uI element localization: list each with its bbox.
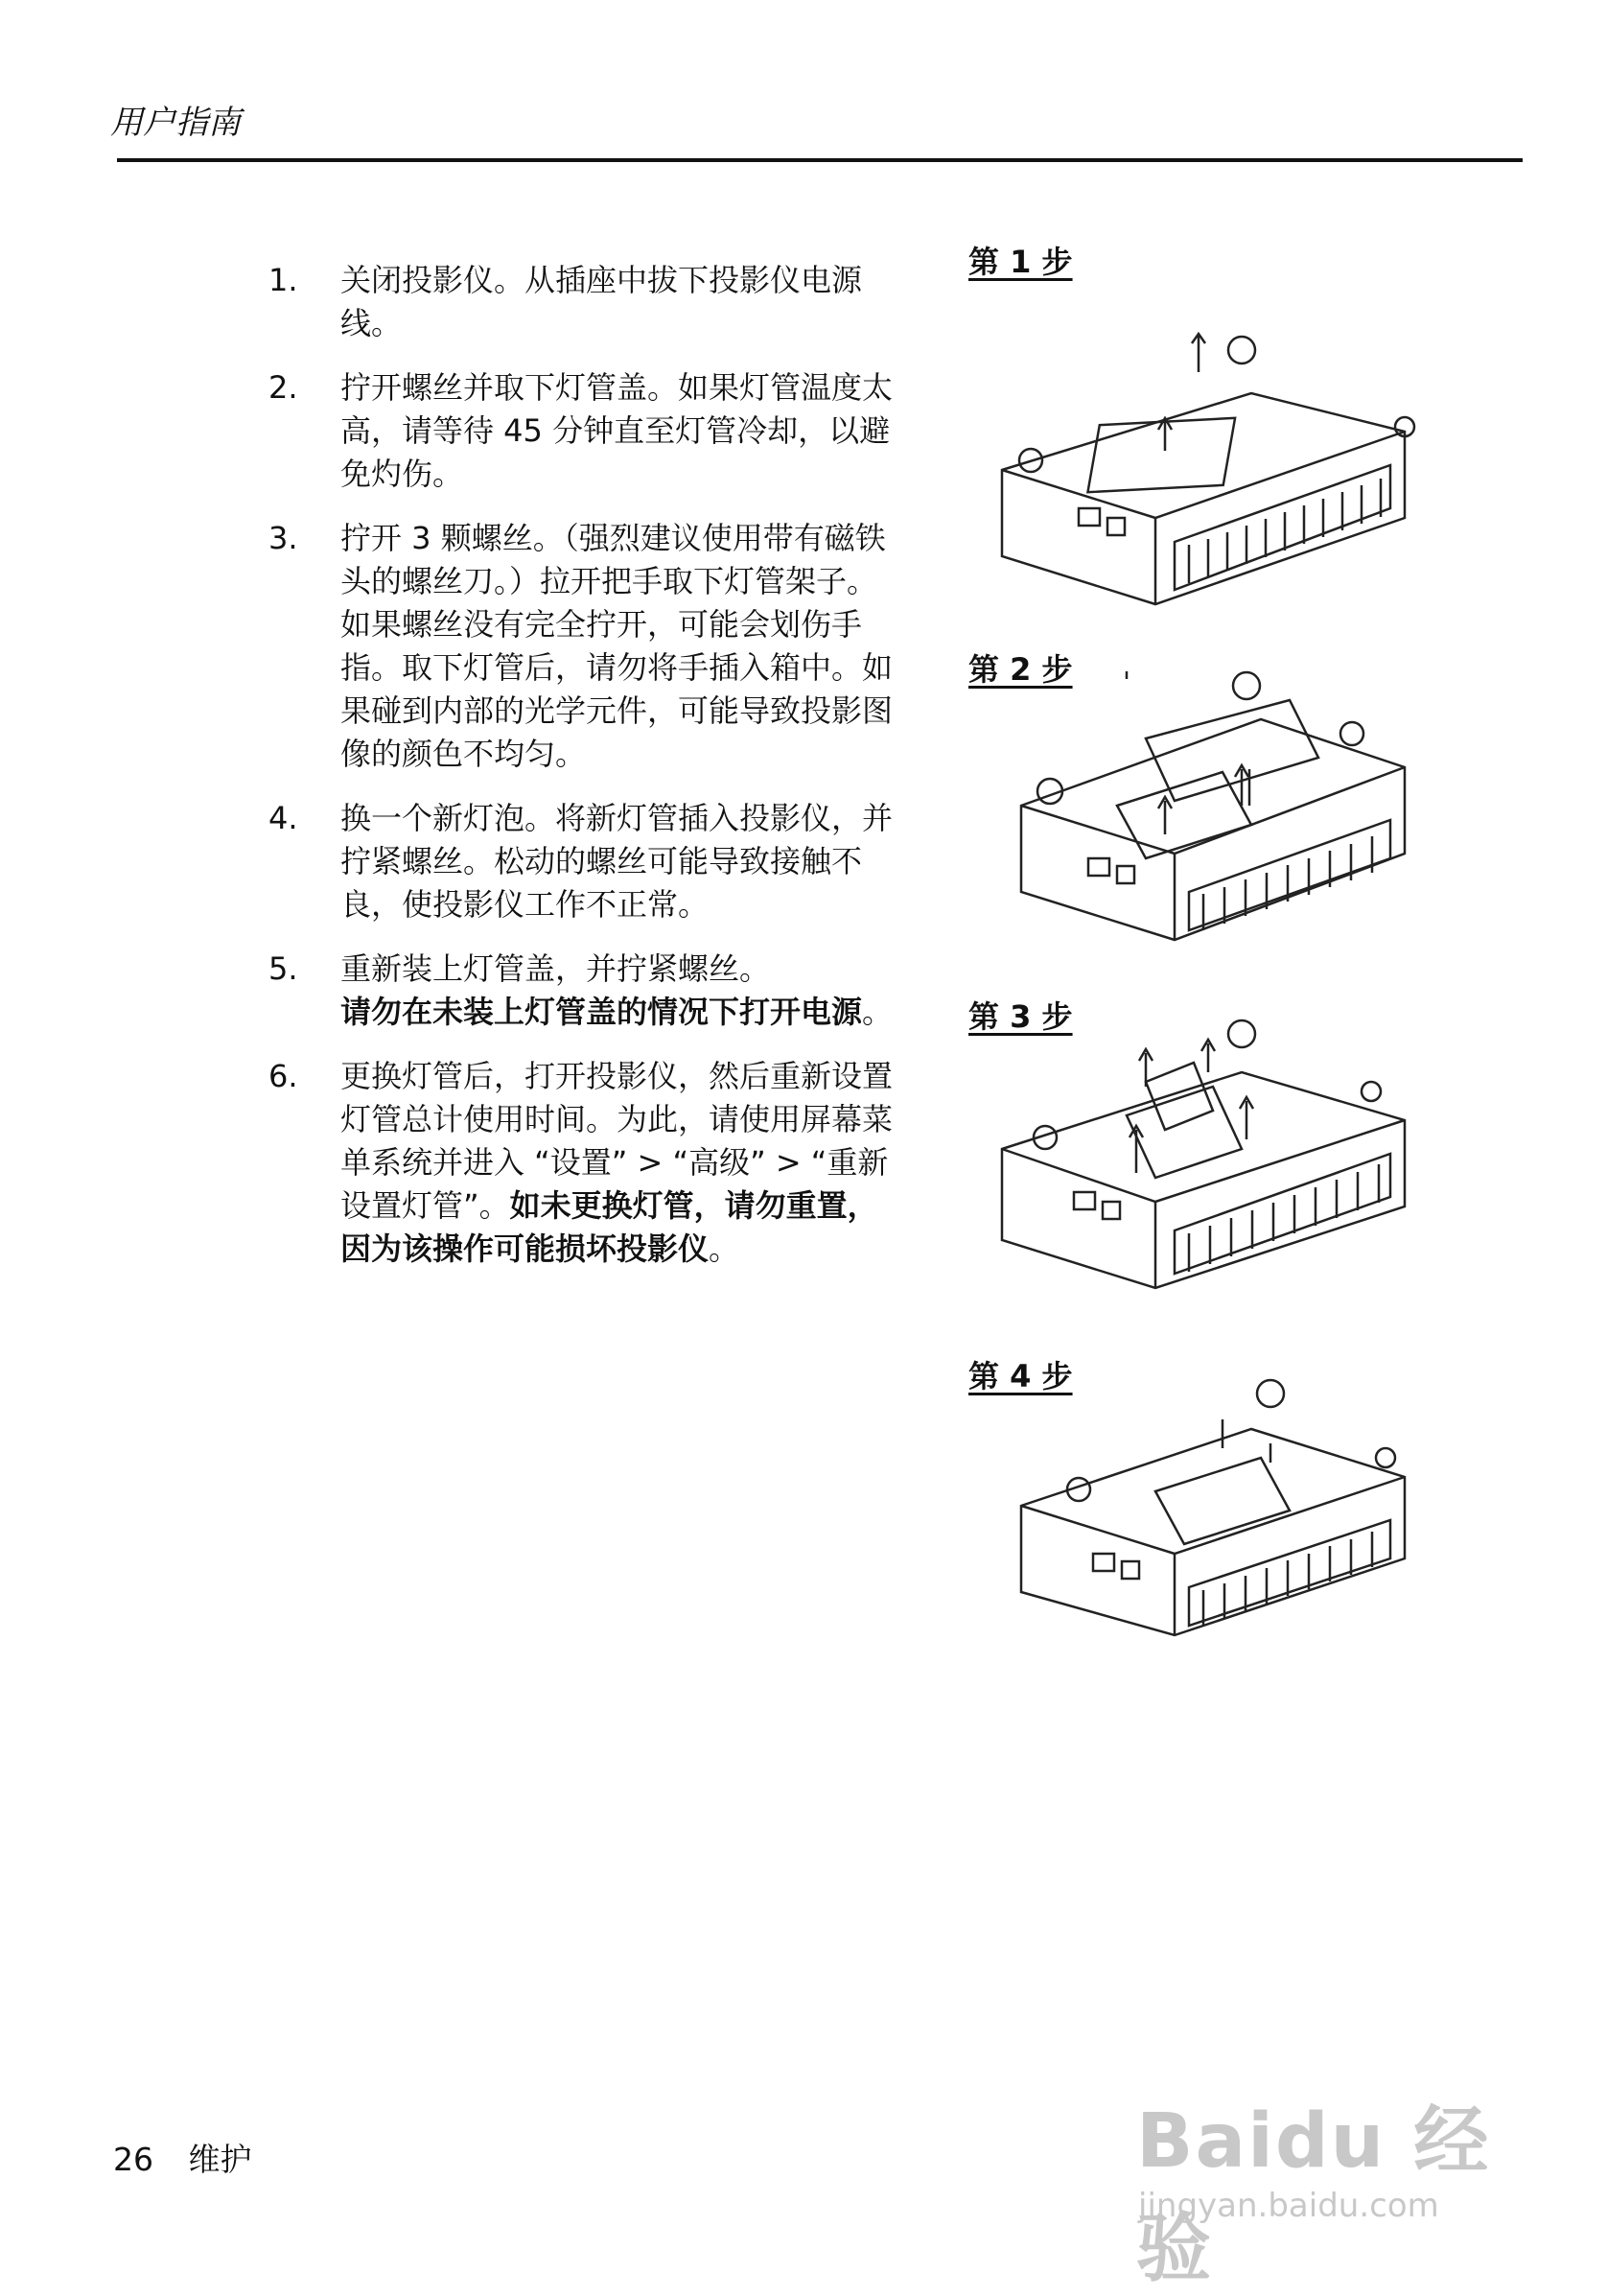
step-item — [268, 1055, 901, 1271]
step-item — [268, 259, 901, 345]
header-rule — [117, 158, 1523, 162]
header-title: 用户指南 — [110, 104, 241, 142]
step-number: 6. — [268, 1058, 298, 1094]
page-number: 26 — [113, 2141, 153, 2178]
step-item — [268, 366, 901, 496]
step-item — [268, 948, 901, 1034]
projector-figure-step-4 — [1002, 1367, 1424, 1654]
step-item — [268, 517, 901, 776]
figure-label-step-2: 第 2 步 — [968, 651, 1073, 688]
page-footer — [113, 2135, 277, 2180]
projector-figure-step-3 — [992, 1005, 1424, 1317]
steps-list — [268, 259, 901, 1292]
step-number: 1. — [268, 262, 298, 298]
baidu-watermark — [1136, 2081, 1520, 2292]
figure-label-step-3: 第 3 步 — [968, 998, 1073, 1035]
step-text: 拧开螺丝并取下灯管盖。如果灯管温度太高，请等待 45 分钟直至灯管冷却，以避免灼伤。 — [340, 369, 894, 492]
step-text: 换一个新灯泡。将新灯管插入投影仪，并拧紧螺丝。松动的螺丝可能导致接触不良，使投影仪工作不正常。 — [340, 800, 894, 923]
step-warning: 如未更换灯管，请勿重置，因为该操作可能损坏投影仪 — [340, 1187, 878, 1267]
watermark-logo: Baidu 经验 — [1136, 2098, 1491, 2292]
step-text: 拧开 3 颗螺丝。（强烈建议使用带有磁铁头的螺丝刀。）拉开把手取下灯管架子。如果螺丝没有完全拧开，可能会划伤手指。取下灯管后，请勿将手插入箱中。如果碰到内部的光学元件，可能导致投影图像的颜色不均匀。 — [340, 520, 894, 772]
step-number: 4. — [268, 800, 298, 836]
projector-figure-step-1 — [992, 326, 1424, 633]
step-warning: 请勿在未装上灯管盖的情况下打开电源 — [340, 994, 863, 1030]
step-text: 更换灯管后，打开投影仪，然后重新设置灯管总计使用时间。为此，请使用屏幕菜单系统并进入 “设置” > “高级” > “重新设置灯管”。如未更换灯管，请勿重置，因为该操作可能损坏投影仪。 — [340, 1058, 894, 1267]
step-number: 5. — [268, 950, 298, 987]
section-name: 维护 — [188, 2141, 252, 2178]
step-text: 关闭投影仪。从插座中拔下投影仪电源线。 — [340, 262, 863, 341]
figure-label-step-1: 第 1 步 — [968, 244, 1073, 280]
step-text: 重新装上灯管盖，并拧紧螺丝。 请勿在未装上灯管盖的情况下打开电源。 — [340, 950, 894, 1030]
step-item — [268, 797, 901, 926]
step-number: 3. — [268, 520, 298, 556]
projector-figure-step-2 — [1002, 662, 1424, 969]
figure-label-step-4: 第 4 步 — [968, 1358, 1073, 1394]
step-number: 2. — [268, 369, 298, 406]
watermark-url: jingyan.baidu.com — [1138, 2187, 1439, 2225]
